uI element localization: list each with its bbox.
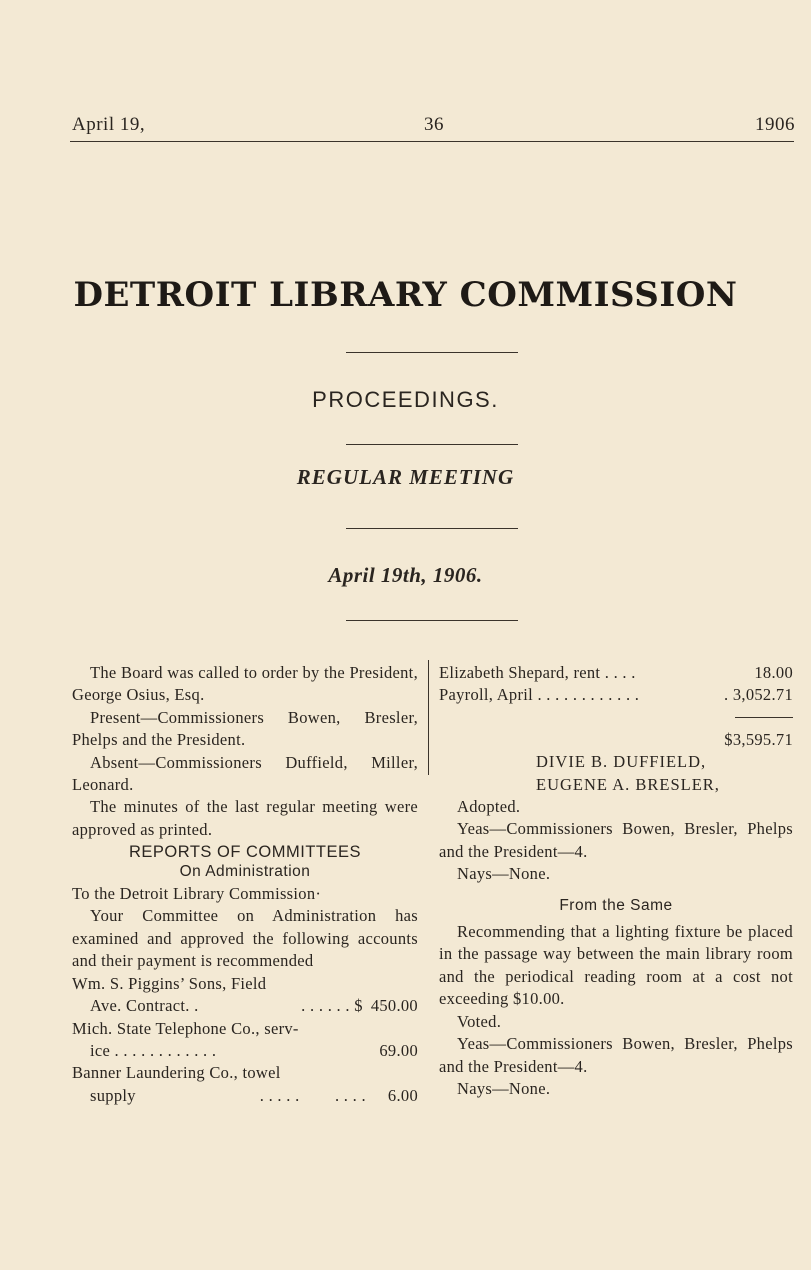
- left-column: [72, 662, 418, 1107]
- right-column: [439, 662, 793, 1100]
- account-detail: Ave. Contract. .: [90, 996, 199, 1016]
- address-line: To the Detroit Library Commission·: [72, 884, 322, 904]
- account-detail: Elizabeth Shepard, rent . . . .: [439, 663, 636, 682]
- vote-yeas: Yeas—Commissioners Bowen, Bresler, Phelps and the President—4.: [439, 819, 793, 861]
- paragraph: Your Committee on Administration has examined and approved the following accounts and their payment is recommended: [72, 906, 418, 971]
- header-year: 1906: [755, 114, 795, 135]
- divider: [346, 444, 518, 445]
- paragraph: The Board was called to order by the President, George Osius, Esq.: [72, 663, 418, 705]
- header-rule: [70, 141, 794, 142]
- page-title: DETROIT LIBRARY COMMISSION: [73, 275, 738, 315]
- account-amount: 18.00: [754, 663, 793, 682]
- signature: EUGENE A. BRESLER,: [536, 774, 720, 794]
- account-detail: supply: [90, 1085, 136, 1105]
- page-number: 36: [424, 114, 444, 135]
- divider: [346, 620, 518, 621]
- vote-yeas: Yeas—Commissioners Bowen, Bresler, Phelps and the President—4.: [439, 1034, 793, 1076]
- total-amount: $3,595.71: [724, 729, 793, 749]
- account-amount: 69.00: [379, 1040, 418, 1060]
- account-item: [72, 1018, 418, 1063]
- account-name: Wm. S. Piggins’ Sons, Field: [72, 973, 267, 993]
- header-date: April 19,: [72, 114, 146, 135]
- account-amount: . 3,052.71: [724, 685, 793, 705]
- subsection-heading: On Administration: [179, 862, 311, 880]
- total-rule-row: [439, 707, 793, 729]
- paragraph: The minutes of the last regular meeting were approved as printed.: [72, 797, 418, 839]
- divider: [346, 352, 518, 353]
- paragraph: Absent—Commissioners Duffield, Miller, Leonard.: [72, 752, 418, 795]
- account-amount: 450.00: [370, 996, 418, 1016]
- paragraph: Recommending that a lighting fixture be placed in the passage way between the main library room and the periodical reading room at a cost not exceeding $10.00.: [439, 922, 793, 1009]
- account-item: [72, 973, 418, 1018]
- account-name: Mich. State Telephone Co., serv-: [72, 1018, 299, 1038]
- account-item: [439, 684, 793, 706]
- account-detail: ice . . . . . . . . . . . .: [90, 1040, 217, 1060]
- adopted-line: Adopted.: [457, 797, 521, 817]
- account-item: [439, 662, 793, 684]
- vote-nays: Nays—None.: [457, 1078, 551, 1098]
- account-item: [72, 1062, 418, 1107]
- account-name: Banner Laundering Co., towel: [72, 1063, 281, 1083]
- voted-line: Voted.: [457, 1011, 502, 1031]
- column-separator: [428, 660, 429, 775]
- signature: DIVIE B. DUFFIELD,: [536, 752, 707, 772]
- section-heading: From the Same: [559, 896, 673, 914]
- meeting-heading: REGULAR MEETING: [296, 465, 515, 489]
- leader-dots: . . . . . . . . .: [259, 1085, 366, 1105]
- meeting-date: April 19th, 1906.: [328, 563, 483, 587]
- paragraph: Present—Commissioners Bowen, Bresler, Phelps and the President.: [72, 707, 418, 750]
- account-detail: Payroll, April . . . . . . . . . . . .: [439, 685, 640, 705]
- section-heading: REPORTS OF COMMITTEES: [128, 843, 362, 862]
- total-rule: [735, 717, 793, 718]
- account-amount: 6.00: [387, 1085, 418, 1105]
- vote-nays: Nays—None.: [457, 864, 551, 884]
- proceedings-heading: PROCEEDINGS.: [312, 387, 499, 412]
- divider: [346, 528, 518, 529]
- leader-dots: . . . . . . $: [301, 996, 363, 1016]
